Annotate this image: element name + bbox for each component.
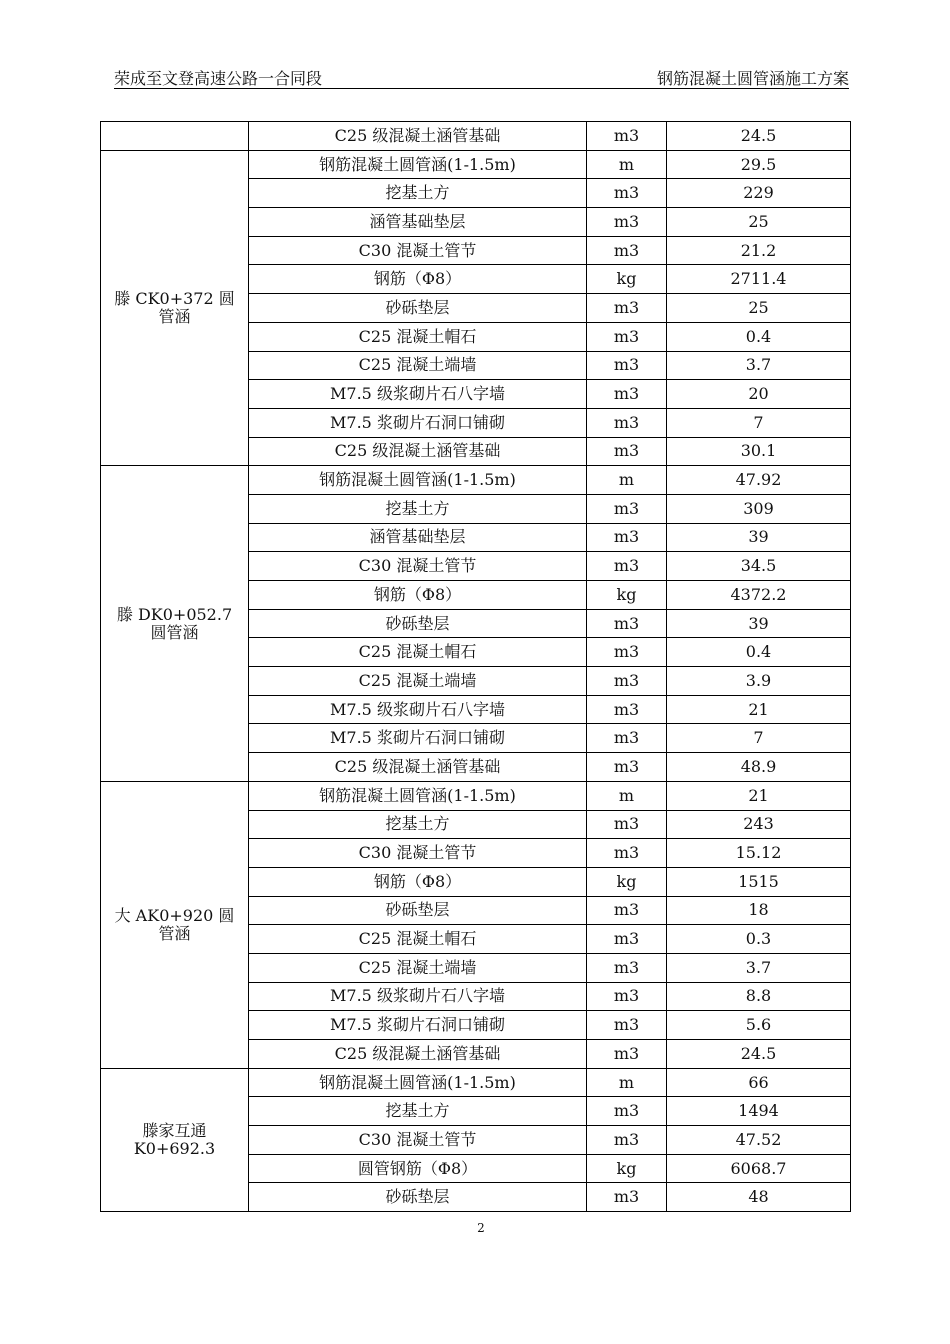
unit-cell: m3 <box>587 122 667 151</box>
item-cell: 挖基土方 <box>249 179 587 208</box>
item-cell: 挖基土方 <box>249 810 587 839</box>
unit-cell: m3 <box>587 1040 667 1069</box>
unit-cell: m3 <box>587 552 667 581</box>
item-cell: M7.5 级浆砌片石八字墙 <box>249 982 587 1011</box>
quantity-cell: 66 <box>667 1068 851 1097</box>
culvert-name-cell: 滕 CK0+372 圆管涵 <box>101 150 249 466</box>
unit-cell: m3 <box>587 437 667 466</box>
item-cell: C25 级混凝土涵管基础 <box>249 1040 587 1069</box>
item-cell: M7.5 级浆砌片石八字墙 <box>249 380 587 409</box>
unit-cell: m3 <box>587 1097 667 1126</box>
quantity-cell: 309 <box>667 494 851 523</box>
item-cell: 钢筋混凝土圆管涵(1-1.5m) <box>249 781 587 810</box>
unit-cell: m3 <box>587 1126 667 1155</box>
unit-cell: m3 <box>587 810 667 839</box>
unit-cell: m3 <box>587 322 667 351</box>
unit-cell: kg <box>587 867 667 896</box>
quantity-cell: 24.5 <box>667 1040 851 1069</box>
unit-cell: m3 <box>587 380 667 409</box>
quantity-cell: 20 <box>667 380 851 409</box>
unit-cell: m3 <box>587 523 667 552</box>
header-project-title: 荣成至文登高速公路一合同段 <box>114 69 323 88</box>
table-row <box>101 466 851 495</box>
item-cell: 圆管钢筋（Φ8） <box>249 1154 587 1183</box>
unit-cell: kg <box>587 581 667 610</box>
unit-cell: m3 <box>587 638 667 667</box>
quantity-cell: 24.5 <box>667 122 851 151</box>
quantity-cell: 0.3 <box>667 925 851 954</box>
quantity-cell: 47.92 <box>667 466 851 495</box>
unit-cell: kg <box>587 1154 667 1183</box>
quantity-cell: 18 <box>667 896 851 925</box>
quantity-cell: 39 <box>667 523 851 552</box>
unit-cell: m3 <box>587 1011 667 1040</box>
unit-cell: m3 <box>587 408 667 437</box>
item-cell: 砂砾垫层 <box>249 896 587 925</box>
quantity-cell: 21.2 <box>667 236 851 265</box>
culvert-name-cell: 大 AK0+920 圆管涵 <box>101 781 249 1068</box>
unit-cell: m <box>587 1068 667 1097</box>
quantity-cell: 25 <box>667 208 851 237</box>
unit-cell: m3 <box>587 1183 667 1212</box>
item-cell: 涵管基础垫层 <box>249 523 587 552</box>
unit-cell: m3 <box>587 724 667 753</box>
culvert-name-cell: 滕 DK0+052.7 圆管涵 <box>101 466 249 782</box>
item-cell: M7.5 级浆砌片石八字墙 <box>249 695 587 724</box>
item-cell: 挖基土方 <box>249 1097 587 1126</box>
unit-cell: m3 <box>587 982 667 1011</box>
unit-cell: m3 <box>587 294 667 323</box>
item-cell: C30 混凝土管节 <box>249 236 587 265</box>
item-cell: M7.5 浆砌片石洞口铺砌 <box>249 724 587 753</box>
quantity-cell: 7 <box>667 408 851 437</box>
item-cell: C25 级混凝土涵管基础 <box>249 437 587 466</box>
item-cell: C25 混凝土帽石 <box>249 322 587 351</box>
unit-cell: m3 <box>587 896 667 925</box>
page-header <box>114 66 849 89</box>
unit-cell: m3 <box>587 351 667 380</box>
item-cell: 钢筋混凝土圆管涵(1-1.5m) <box>249 1068 587 1097</box>
item-cell: C25 混凝土端墙 <box>249 953 587 982</box>
table-row <box>101 150 851 179</box>
quantity-cell: 34.5 <box>667 552 851 581</box>
table-row <box>101 781 851 810</box>
quantity-cell: 29.5 <box>667 150 851 179</box>
unit-cell: kg <box>587 265 667 294</box>
unit-cell: m3 <box>587 236 667 265</box>
item-cell: C30 混凝土管节 <box>249 552 587 581</box>
unit-cell: m3 <box>587 609 667 638</box>
unit-cell: m3 <box>587 953 667 982</box>
item-cell: C25 级混凝土涵管基础 <box>249 122 587 151</box>
quantity-cell: 21 <box>667 781 851 810</box>
quantity-cell: 0.4 <box>667 322 851 351</box>
unit-cell: m <box>587 150 667 179</box>
unit-cell: m3 <box>587 208 667 237</box>
quantity-cell: 3.7 <box>667 351 851 380</box>
item-cell: C30 混凝土管节 <box>249 1126 587 1155</box>
table-row <box>101 122 851 151</box>
header-document-title: 钢筋混凝土圆管涵施工方案 <box>656 69 849 88</box>
quantity-cell: 243 <box>667 810 851 839</box>
quantity-cell: 1494 <box>667 1097 851 1126</box>
quantity-cell: 5.6 <box>667 1011 851 1040</box>
quantity-cell: 48.9 <box>667 753 851 782</box>
item-cell: C25 混凝土帽石 <box>249 925 587 954</box>
unit-cell: m3 <box>587 179 667 208</box>
item-cell: 挖基土方 <box>249 494 587 523</box>
item-cell: 钢筋混凝土圆管涵(1-1.5m) <box>249 466 587 495</box>
item-cell: 钢筋混凝土圆管涵(1-1.5m) <box>249 150 587 179</box>
quantity-cell: 3.7 <box>667 953 851 982</box>
quantity-cell: 0.4 <box>667 638 851 667</box>
item-cell: 砂砾垫层 <box>249 1183 587 1212</box>
culvert-name-cell <box>101 122 249 151</box>
item-cell: C25 级混凝土涵管基础 <box>249 753 587 782</box>
quantity-cell: 229 <box>667 179 851 208</box>
quantity-cell: 8.8 <box>667 982 851 1011</box>
item-cell: C30 混凝土管节 <box>249 839 587 868</box>
item-cell: 涵管基础垫层 <box>249 208 587 237</box>
quantity-cell: 25 <box>667 294 851 323</box>
quantity-cell: 7 <box>667 724 851 753</box>
item-cell: M7.5 浆砌片石洞口铺砌 <box>249 1011 587 1040</box>
item-cell: 钢筋（Φ8） <box>249 581 587 610</box>
item-cell: M7.5 浆砌片石洞口铺砌 <box>249 408 587 437</box>
item-cell: 砂砾垫层 <box>249 294 587 323</box>
unit-cell: m3 <box>587 494 667 523</box>
quantity-cell: 30.1 <box>667 437 851 466</box>
quantity-table <box>100 121 851 1212</box>
item-cell: 钢筋（Φ8） <box>249 867 587 896</box>
unit-cell: m3 <box>587 667 667 696</box>
quantity-cell: 2711.4 <box>667 265 851 294</box>
quantity-cell: 47.52 <box>667 1126 851 1155</box>
unit-cell: m3 <box>587 839 667 868</box>
unit-cell: m <box>587 466 667 495</box>
item-cell: 砂砾垫层 <box>249 609 587 638</box>
table-row <box>101 1068 851 1097</box>
item-cell: 钢筋（Φ8） <box>249 265 587 294</box>
page-number: 2 <box>477 1221 485 1235</box>
unit-cell: m3 <box>587 695 667 724</box>
quantity-cell: 15.12 <box>667 839 851 868</box>
quantity-cell: 3.9 <box>667 667 851 696</box>
quantity-cell: 4372.2 <box>667 581 851 610</box>
item-cell: C25 混凝土端墙 <box>249 351 587 380</box>
culvert-name-cell: 滕家互通 K0+692.3 <box>101 1068 249 1211</box>
quantity-cell: 48 <box>667 1183 851 1212</box>
unit-cell: m3 <box>587 753 667 782</box>
quantity-cell: 1515 <box>667 867 851 896</box>
quantity-cell: 21 <box>667 695 851 724</box>
unit-cell: m3 <box>587 925 667 954</box>
quantity-cell: 39 <box>667 609 851 638</box>
unit-cell: m <box>587 781 667 810</box>
item-cell: C25 混凝土端墙 <box>249 667 587 696</box>
item-cell: C25 混凝土帽石 <box>249 638 587 667</box>
quantity-cell: 6068.7 <box>667 1154 851 1183</box>
